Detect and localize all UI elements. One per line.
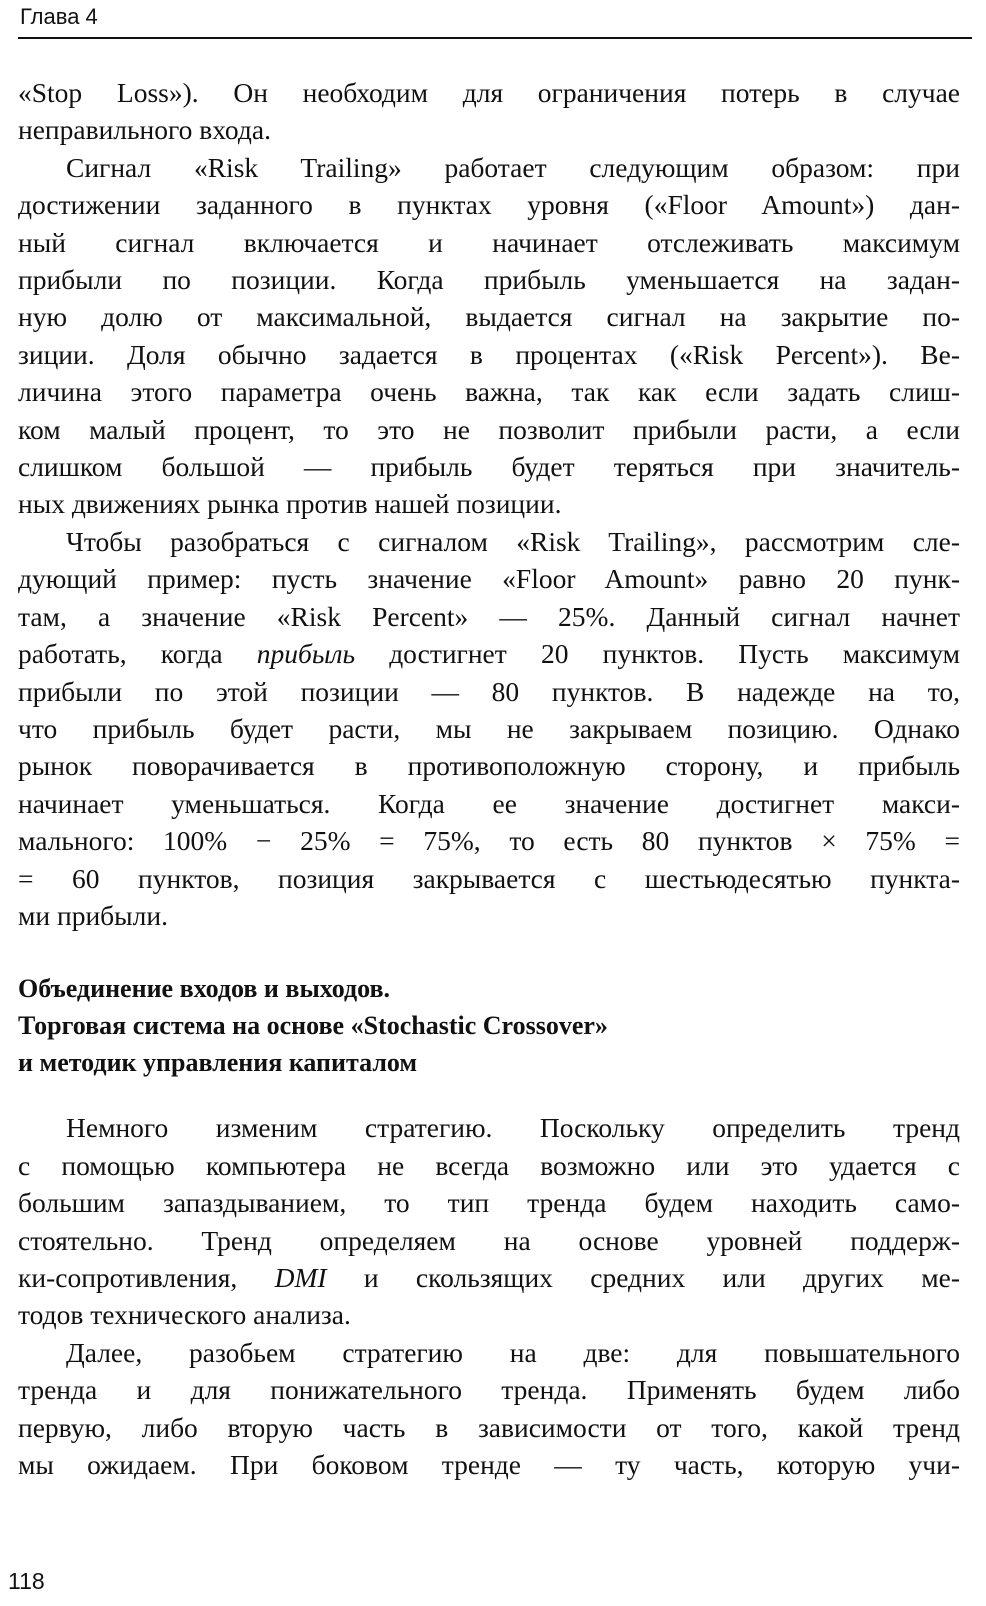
section-heading bbox=[18, 970, 960, 1081]
text-line: большим запаздыванием, то тип тренда будем находить само- bbox=[18, 1187, 960, 1219]
text-line: мального: 100% − 25% = 75%, то есть 80 пунктов × 75% = bbox=[18, 825, 960, 857]
text-line: что прибыль будет расти, мы не закрываем позицию. Однако bbox=[18, 712, 960, 744]
text-run: ки-сопротивления, bbox=[18, 1261, 275, 1293]
text-line: слишком большой — прибыль будет теряться при значитель- bbox=[18, 451, 960, 483]
heading-line: Торговая система на основе «Stochastic Crossover» bbox=[18, 1011, 608, 1041]
heading-line: Объединение входов и выходов. bbox=[18, 974, 391, 1004]
text-line: дующий пример: пусть значение «Floor Amount» равно 20 пунк- bbox=[18, 563, 960, 595]
text-line: ный сигнал включается и начинает отслеживать максимум bbox=[18, 226, 960, 258]
text-line: достижении заданного в пунктах уровня («Floor Amount») дан- bbox=[18, 189, 960, 221]
text-line: там, а значение «Risk Percent» — 25%. Данный сигнал начнет bbox=[18, 600, 960, 632]
header-rule bbox=[18, 37, 972, 39]
text-line: неправильного входа. bbox=[18, 114, 271, 146]
text-run: и скользящих средних или других ме- bbox=[326, 1261, 960, 1293]
text-line: зиции. Доля обычно задается в процентах («Risk Percent»). Ве- bbox=[18, 338, 960, 370]
running-header: Глава 4 bbox=[20, 4, 98, 29]
body-text bbox=[18, 74, 960, 1483]
text-line: начинает уменьшаться. Когда ее значение достигнет макси- bbox=[18, 787, 960, 819]
paragraph-risk-trailing bbox=[18, 149, 960, 523]
paragraph-stop-loss bbox=[18, 74, 960, 149]
text-line: с помощью компьютера не всегда возможно или это удается с bbox=[18, 1149, 960, 1181]
text-line: Чтобы разобраться с сигналом «Risk Trailing», рассмотрим сле- bbox=[66, 525, 960, 557]
text-line: стоятельно. Тренд определяем на основе уровней поддерж- bbox=[18, 1224, 960, 1256]
text-line: первую, либо вторую часть в зависимости от того, какой тренд bbox=[18, 1411, 960, 1443]
paragraph-strategy bbox=[18, 1109, 960, 1333]
text-line: личина этого параметра очень важна, так как если задать слиш- bbox=[18, 376, 960, 408]
text-line: прибыли по этой позиции — 80 пунктов. В надежде на то, bbox=[18, 675, 960, 707]
text-line: = 60 пунктов, позиция закрывается с шестьюдесятью пункта- bbox=[18, 862, 960, 894]
text-run: достигнет 20 пунктов. Пусть максимум bbox=[355, 638, 960, 670]
text-line: ную долю от максимальной, выдается сигнал на закрытие по- bbox=[18, 301, 960, 333]
italic-word: DMI bbox=[274, 1261, 327, 1293]
page-number: 118 bbox=[8, 1568, 45, 1594]
text-run: работать, когда bbox=[18, 638, 257, 670]
text-line: «Stop Loss»). Он необходим для ограничения потерь в случае bbox=[18, 77, 960, 108]
text-line bbox=[18, 1259, 960, 1296]
paragraph-example bbox=[18, 523, 960, 934]
text-line: ми прибыли. bbox=[18, 899, 168, 931]
text-line: рынок поворачивается в противоположную сторону, и прибыль bbox=[18, 750, 960, 782]
text-line: прибыли по позиции. Когда прибыль уменьшается на задан- bbox=[18, 264, 960, 296]
heading-line: и методик управления капиталом bbox=[18, 1048, 418, 1078]
paragraph-split-strategy bbox=[18, 1334, 960, 1484]
text-line: мы ожидаем. При боковом тренде — ту часть, которую учи- bbox=[18, 1449, 960, 1480]
italic-word: прибыль bbox=[256, 638, 356, 670]
text-line: тренда и для понижательного тренда. Применять будем либо bbox=[18, 1374, 960, 1406]
text-line bbox=[18, 635, 960, 672]
text-line: Немного изменим стратегию. Поскольку определить тренд bbox=[66, 1112, 960, 1144]
text-line: ных движениях рынка против нашей позиции. bbox=[18, 488, 562, 520]
text-line: Далее, разобьем стратегию на две: для повышательного bbox=[66, 1336, 960, 1368]
text-line: ком малый процент, то это не позволит прибыли расти, а если bbox=[18, 413, 960, 445]
text-line: Сигнал «Risk Trailing» работает следующим образом: при bbox=[66, 151, 960, 183]
text-line: тодов технического анализа. bbox=[18, 1299, 351, 1331]
